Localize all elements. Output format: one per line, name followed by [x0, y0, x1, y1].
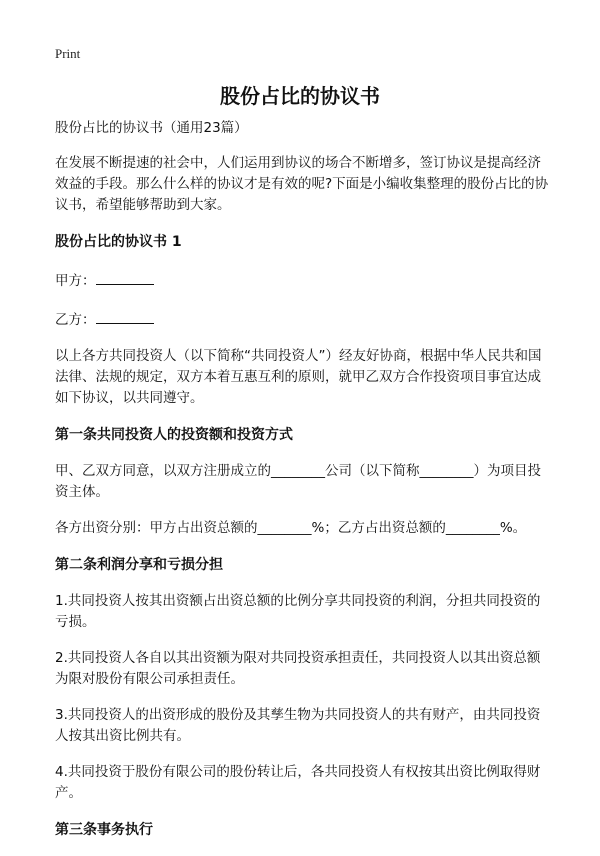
article-2-item: 2.共同投资人各自以其出资额为限对共同投资承担责任，共同投资人以其出资总额为限对股份有限公司承担责任。 — [55, 650, 541, 687]
preamble-paragraph: 以上各方共同投资人（以下简称“共同投资人”）经友好协商，根据中华人民共和国法律、法规的规定，双方本着互惠互利的原则，就甲乙双方合作投资项目事宜达成如下协议，以共同遵守。 — [55, 348, 542, 406]
section-heading: 股份占比的协议书 1 — [55, 234, 182, 250]
party-a-label: 甲方： — [55, 273, 96, 289]
intro-paragraph: 在发展不断提速的社会中，人们运用到协议的场合不断增多，签订协议是提高经济效益的手段。那么什么样的协议才是有效的呢?下面是小编收集整理的股份占比的协议书，希望能够帮助到大家。 — [55, 155, 549, 213]
article-1-paragraph-1: 甲、乙双方同意，以双方注册成立的________公司（以下简称________）为项目投资主体。 — [55, 463, 541, 500]
article-1-heading: 第一条共同投资人的投资额和投资方式 — [55, 427, 293, 443]
article-2-item: 1.共同投资人按其出资额占出资总额的比例分享共同投资的利润，分担共同投资的亏损。 — [55, 593, 541, 630]
article-2-item: 4.共同投资于股份有限公司的股份转让后，各共同投资人有权按其出资比例取得财产。 — [55, 764, 541, 801]
article-3-heading: 第三条事务执行 — [55, 822, 153, 838]
page-title: 股份占比的协议书 — [220, 84, 380, 108]
article-2-heading: 第二条利润分享和亏损分担 — [55, 557, 223, 573]
article-2-item: 3.共同投资人的出资形成的股份及其孳生物为共同投资人的共有财产，由共同投资人按其出资比例共有。 — [55, 707, 541, 744]
article-1-paragraph-2: 各方出资分别：甲方占出资总额的________%；乙方占出资总额的________%。 — [55, 520, 527, 536]
party-a-line — [55, 268, 550, 292]
party-b-label: 乙方： — [55, 312, 96, 328]
print-link[interactable]: Print — [55, 46, 81, 61]
document-body — [55, 118, 550, 856]
party-b-blank — [96, 307, 154, 324]
document-subtitle: 股份占比的协议书（通用23篇） — [55, 120, 248, 136]
party-b-line — [55, 307, 550, 331]
party-a-blank — [96, 268, 154, 285]
